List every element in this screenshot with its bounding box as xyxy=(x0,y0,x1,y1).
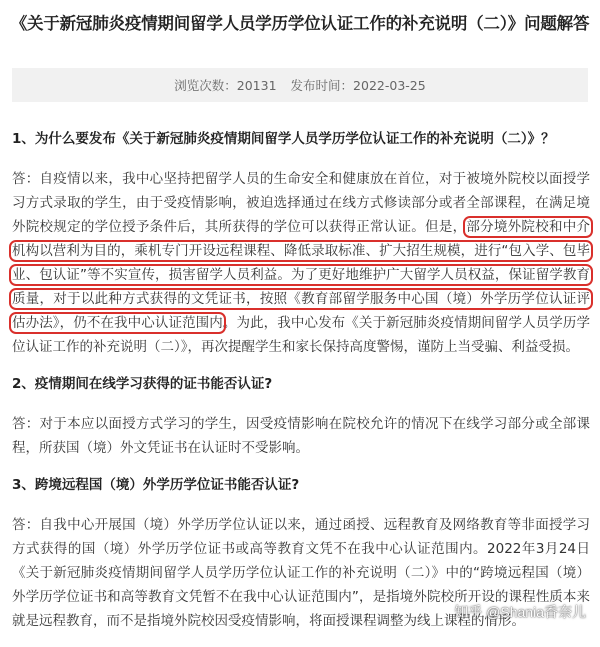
answer-2 xyxy=(12,412,590,460)
meta-bar xyxy=(12,68,588,102)
answer-2-text: 答：对于本应以面授方式学习的学生，因受疫情影响在院校允许的情况下在线学习部分或全部课程，所获国（境）外文凭证书在认证时不受影响。 xyxy=(12,416,590,456)
answer-1-text: 答：自疫情以来，我中心坚持把留学人员的生命安全和健康放在首位，对于被境外院校以面授学习方式录取的学生，由于受疫情影响，被迫选择通过在线方式修读部分或者全部课程，在满足境外院校规定的学位授予条件后，其所获得的学位可以获得正常认证。但是， xyxy=(12,171,590,235)
answer-1 xyxy=(12,167,590,359)
publish-date: 发布时间：2022-03-25 xyxy=(290,78,426,93)
question-2: 2、疫情期间在线学习获得的证书能否认证? xyxy=(12,376,273,392)
page-title: 《关于新冠肺炎疫情期间留学人员学历学位认证工作的补充说明（二）》问题解答 xyxy=(10,14,590,33)
article-body xyxy=(12,128,590,647)
zhihu-watermark: 知乎 @Shania香奈儿 xyxy=(454,604,586,620)
view-count: 浏览次数：20131 xyxy=(174,78,277,93)
answer-1-highlighted-text: 部分境外院校和中介机构以营利为目的，乘机专门开设远程课程、降低录取标准、扩大招生规模，进行“包入学、包毕业、包认证”等不实宣传，损害留学人员利益。为了更好地维护广大留学人员权益，保证留学教育质量，对于以此种方式获得的文凭证书，按照《教育部留学服务中心国（境）外学历学位认证评估办法》，仍不在我中心认证范围内 xyxy=(12,219,591,331)
question-1: 1、为什么要发布《关于新冠肺炎疫情期间留学人员学历学位认证工作的补充说明（二）》？ xyxy=(12,131,555,147)
answer-1-text-end: 。为此，我中心发布《关于新冠肺炎疫情期间留学人员学历学位认证工作的补充说明（二）》，再次提醒学生和家长保持高度警惕，谨防上当受骗、利益受损。 xyxy=(12,315,591,355)
question-3: 3、跨境远程国（境）外学历学位证书能否认证? xyxy=(12,477,300,493)
answer-3-text: 答：自我中心开展国（境）外学历学位认证以来，通过函授、远程教育及网络教育等非面授学习方式获得的国（境）外学历学位证书或高等教育文凭不在我中心认证范围内。2022年3月24日《关于新冠肺炎疫情期间留学人员学历学位认证工作的补充说明（二）》中的“跨境远程国（境）外学历学位证书和高等教育文凭暂不在我中心认证范围内”，是指境外院校所开设的课程性质本来就是远程教育，而不是指境外院校因受疫情影响，将面授课程调整为线上课程的情形。 xyxy=(12,517,590,629)
